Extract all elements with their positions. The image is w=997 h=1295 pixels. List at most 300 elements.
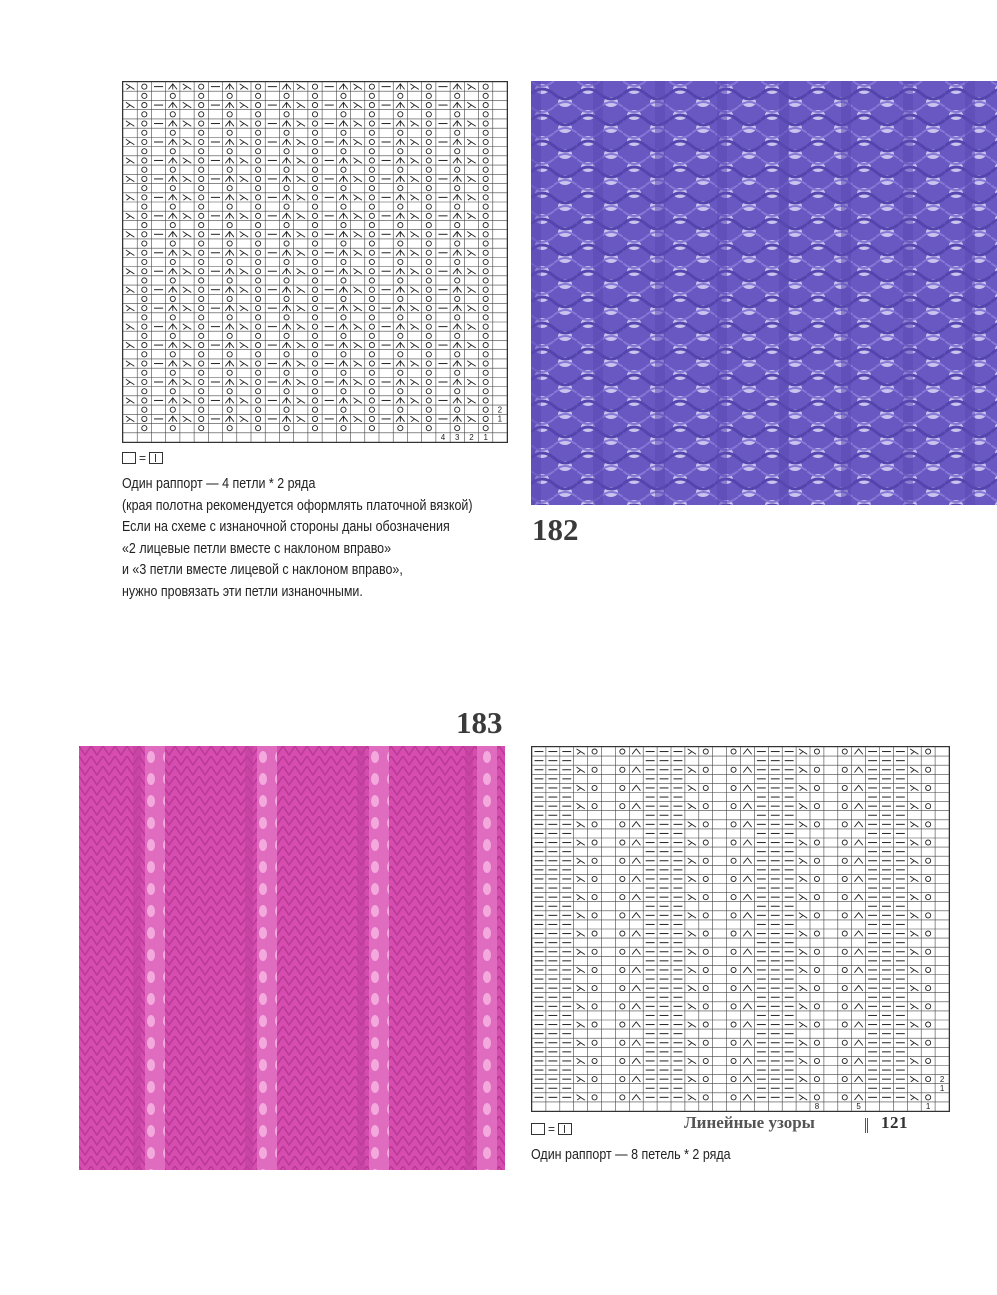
k2tog-symbol xyxy=(854,1022,862,1027)
yarn-over-symbol xyxy=(814,1058,819,1063)
yarn-over-symbol xyxy=(142,250,147,255)
decrease-symbol xyxy=(396,195,405,201)
yarn-over-symbol xyxy=(703,986,708,991)
yarn-over-symbol xyxy=(592,876,597,881)
yarn-over-symbol xyxy=(199,379,204,384)
yarn-over-symbol xyxy=(426,259,431,264)
yarn-over-symbol xyxy=(312,213,317,218)
yarn-over-symbol xyxy=(620,931,625,936)
yarn-over-symbol xyxy=(703,1022,708,1027)
yarn-over-symbol xyxy=(426,416,431,421)
ssk-symbol xyxy=(910,1022,918,1027)
yarn-over-symbol xyxy=(199,222,204,227)
k2tog-symbol xyxy=(854,749,862,754)
yarn-over-symbol xyxy=(142,241,147,246)
yarn-over-symbol xyxy=(341,352,346,357)
yarn-over-symbol xyxy=(199,269,204,274)
decrease-symbol xyxy=(169,342,178,348)
yarn-over-symbol xyxy=(426,342,431,347)
yarn-over-symbol xyxy=(227,149,232,154)
k2tog-symbol xyxy=(632,767,640,772)
ssk-symbol xyxy=(576,803,584,808)
k2tog-symbol xyxy=(632,1076,640,1081)
knitting-chart-182 xyxy=(122,81,508,443)
ssk-symbol xyxy=(410,361,419,367)
knit-stitch-icon xyxy=(558,1123,572,1135)
yarn-over-symbol xyxy=(426,389,431,394)
yarn-over-symbol xyxy=(284,278,289,283)
yarn-over-symbol xyxy=(227,186,232,191)
yarn-over-symbol xyxy=(483,269,488,274)
ssk-symbol xyxy=(576,913,584,918)
k2tog-symbol xyxy=(743,985,751,990)
yarn-over-symbol xyxy=(312,398,317,403)
yarn-over-symbol xyxy=(483,379,488,384)
yarn-over-symbol xyxy=(256,250,261,255)
yarn-over-symbol xyxy=(199,389,204,394)
yarn-over-symbol xyxy=(142,407,147,412)
empty-cell-icon xyxy=(122,452,136,464)
decrease-symbol xyxy=(339,379,348,385)
k2tog-symbol xyxy=(743,949,751,954)
yarn-over-symbol xyxy=(398,389,403,394)
yarn-over-symbol xyxy=(483,93,488,98)
yarn-over-symbol xyxy=(256,213,261,218)
yarn-over-symbol xyxy=(926,876,931,881)
yarn-over-symbol xyxy=(703,949,708,954)
yarn-over-symbol xyxy=(227,315,232,320)
yarn-over-symbol xyxy=(842,858,847,863)
ssk-symbol xyxy=(240,102,249,108)
ssk-symbol xyxy=(240,324,249,330)
yarn-over-symbol xyxy=(483,333,488,338)
yarn-over-symbol xyxy=(814,895,819,900)
ssk-symbol xyxy=(467,268,476,274)
ssk-symbol xyxy=(688,1004,696,1009)
yarn-over-symbol xyxy=(398,222,403,227)
ssk-symbol xyxy=(240,250,249,256)
ssk-symbol xyxy=(126,287,135,293)
yarn-over-symbol xyxy=(814,749,819,754)
yarn-over-symbol xyxy=(369,149,374,154)
decrease-symbol xyxy=(453,121,462,127)
decrease-symbol xyxy=(225,250,234,256)
ssk-symbol xyxy=(910,822,918,827)
yarn-over-symbol xyxy=(369,269,374,274)
ssk-symbol xyxy=(297,305,306,311)
ssk-symbol xyxy=(576,949,584,954)
pattern-182-description xyxy=(122,474,473,603)
yarn-over-symbol xyxy=(842,949,847,954)
knitting-chart-183 xyxy=(531,746,950,1112)
yarn-over-symbol xyxy=(199,186,204,191)
yarn-over-symbol xyxy=(455,389,460,394)
k2tog-symbol xyxy=(854,1058,862,1063)
k2tog-symbol xyxy=(743,1095,751,1100)
ssk-symbol xyxy=(799,967,807,972)
yarn-over-symbol xyxy=(369,361,374,366)
decrease-symbol xyxy=(169,121,178,127)
yarn-over-symbol xyxy=(199,250,204,255)
row-number-label: 1 xyxy=(939,1083,945,1093)
yarn-over-symbol xyxy=(703,1077,708,1082)
yarn-over-symbol xyxy=(426,158,431,163)
ssk-symbol xyxy=(799,985,807,990)
yarn-over-symbol xyxy=(483,296,488,301)
ssk-symbol xyxy=(126,195,135,201)
ssk-symbol xyxy=(410,398,419,404)
ssk-symbol xyxy=(410,195,419,201)
yarn-over-symbol xyxy=(199,139,204,144)
yarn-over-symbol xyxy=(483,287,488,292)
yarn-over-symbol xyxy=(731,895,736,900)
ssk-symbol xyxy=(183,250,192,256)
yarn-over-symbol xyxy=(369,139,374,144)
decrease-symbol xyxy=(225,139,234,145)
yarn-over-symbol xyxy=(284,296,289,301)
decrease-symbol xyxy=(282,342,291,348)
yarn-over-symbol xyxy=(592,967,597,972)
yarn-over-symbol xyxy=(926,1095,931,1100)
decrease-symbol xyxy=(339,232,348,238)
yarn-over-symbol xyxy=(483,149,488,154)
pattern-number-182: 182 xyxy=(532,512,579,547)
decrease-symbol xyxy=(339,324,348,330)
yarn-over-symbol xyxy=(199,158,204,163)
yarn-over-symbol xyxy=(731,1058,736,1063)
decrease-symbol xyxy=(339,398,348,404)
yarn-over-symbol xyxy=(227,296,232,301)
yarn-over-symbol xyxy=(731,913,736,918)
yarn-over-symbol xyxy=(483,315,488,320)
yarn-over-symbol xyxy=(426,167,431,172)
yarn-over-symbol xyxy=(426,195,431,200)
yarn-over-symbol xyxy=(814,767,819,772)
ssk-symbol xyxy=(467,213,476,219)
yarn-over-symbol xyxy=(426,296,431,301)
yarn-over-symbol xyxy=(312,93,317,98)
yarn-over-symbol xyxy=(455,278,460,283)
ssk-symbol xyxy=(799,949,807,954)
ssk-symbol xyxy=(688,913,696,918)
ssk-symbol xyxy=(410,102,419,108)
k2tog-symbol xyxy=(854,822,862,827)
ssk-symbol xyxy=(297,158,306,164)
decrease-symbol xyxy=(169,195,178,201)
ssk-symbol xyxy=(240,379,249,385)
yarn-over-symbol xyxy=(455,315,460,320)
yarn-over-symbol xyxy=(199,102,204,107)
yarn-over-symbol xyxy=(426,269,431,274)
ssk-symbol xyxy=(353,398,362,404)
decrease-symbol xyxy=(282,305,291,311)
yarn-over-symbol xyxy=(842,767,847,772)
k2tog-symbol xyxy=(632,1004,640,1009)
knit-stitch-icon xyxy=(149,452,163,464)
yarn-over-symbol xyxy=(312,296,317,301)
yarn-over-symbol xyxy=(284,167,289,172)
yarn-over-symbol xyxy=(483,352,488,357)
yarn-over-symbol xyxy=(926,1077,931,1082)
yarn-over-symbol xyxy=(369,121,374,126)
yarn-over-symbol xyxy=(926,967,931,972)
ssk-symbol xyxy=(410,342,419,348)
k2tog-symbol xyxy=(632,1040,640,1045)
decrease-symbol xyxy=(396,232,405,238)
yarn-over-symbol xyxy=(341,333,346,338)
yarn-over-symbol xyxy=(256,121,261,126)
k2tog-symbol xyxy=(743,1058,751,1063)
row-number-label: 1 xyxy=(497,414,503,424)
yarn-over-symbol xyxy=(256,222,261,227)
ssk-symbol xyxy=(688,785,696,790)
yarn-over-symbol xyxy=(142,269,147,274)
pattern-number-183: 183 xyxy=(456,705,503,740)
yarn-over-symbol xyxy=(483,112,488,117)
ssk-symbol xyxy=(126,324,135,330)
yarn-over-symbol xyxy=(256,158,261,163)
yarn-over-symbol xyxy=(341,389,346,394)
yarn-over-symbol xyxy=(455,167,460,172)
yarn-over-symbol xyxy=(256,398,261,403)
yarn-over-symbol xyxy=(592,1040,597,1045)
decrease-symbol xyxy=(225,379,234,385)
yarn-over-symbol xyxy=(426,130,431,135)
ssk-symbol xyxy=(576,858,584,863)
k2tog-symbol xyxy=(854,1004,862,1009)
yarn-over-symbol xyxy=(620,1058,625,1063)
yarn-over-symbol xyxy=(369,102,374,107)
yarn-over-symbol xyxy=(369,278,374,283)
yarn-over-symbol xyxy=(284,315,289,320)
yarn-over-symbol xyxy=(926,822,931,827)
k2tog-symbol xyxy=(632,931,640,936)
yarn-over-symbol xyxy=(455,186,460,191)
decrease-symbol xyxy=(225,342,234,348)
ssk-symbol xyxy=(183,213,192,219)
stitch-number-label: 1 xyxy=(483,433,488,442)
yarn-over-symbol xyxy=(199,352,204,357)
decrease-symbol xyxy=(225,268,234,274)
decrease-symbol xyxy=(282,84,291,90)
chart-183-grid xyxy=(532,747,949,1111)
decrease-symbol xyxy=(225,121,234,127)
stitch-number-label: 2 xyxy=(469,433,474,442)
yarn-over-symbol xyxy=(398,259,403,264)
yarn-over-symbol xyxy=(142,158,147,163)
yarn-over-symbol xyxy=(426,176,431,181)
yarn-over-symbol xyxy=(483,426,488,431)
yarn-over-symbol xyxy=(312,232,317,237)
k2tog-symbol xyxy=(854,985,862,990)
ssk-symbol xyxy=(688,1095,696,1100)
yarn-over-symbol xyxy=(369,195,374,200)
yarn-over-symbol xyxy=(312,176,317,181)
ssk-symbol xyxy=(240,287,249,293)
yarn-over-symbol xyxy=(341,241,346,246)
yarn-over-symbol xyxy=(256,287,261,292)
ssk-symbol xyxy=(910,949,918,954)
yarn-over-symbol xyxy=(483,121,488,126)
yarn-over-symbol xyxy=(142,213,147,218)
k2tog-symbol xyxy=(743,1076,751,1081)
yarn-over-symbol xyxy=(227,407,232,412)
yarn-over-symbol xyxy=(199,195,204,200)
yarn-over-symbol xyxy=(620,1040,625,1045)
yarn-over-symbol xyxy=(926,895,931,900)
ssk-symbol xyxy=(688,840,696,845)
yarn-over-symbol xyxy=(142,186,147,191)
yarn-over-symbol xyxy=(455,130,460,135)
yarn-over-symbol xyxy=(227,370,232,375)
ssk-symbol xyxy=(297,287,306,293)
yarn-over-symbol xyxy=(199,287,204,292)
yarn-over-symbol xyxy=(142,296,147,301)
ssk-symbol xyxy=(183,416,192,422)
ssk-symbol xyxy=(126,121,135,127)
decrease-symbol xyxy=(282,232,291,238)
yarn-over-symbol xyxy=(312,416,317,421)
decrease-symbol xyxy=(339,195,348,201)
decrease-symbol xyxy=(453,139,462,145)
decrease-symbol xyxy=(396,84,405,90)
k2tog-symbol xyxy=(743,749,751,754)
k2tog-symbol xyxy=(632,1058,640,1063)
yarn-over-symbol xyxy=(256,389,261,394)
ssk-symbol xyxy=(353,287,362,293)
yarn-over-symbol xyxy=(142,379,147,384)
k2tog-symbol xyxy=(743,913,751,918)
yarn-over-symbol xyxy=(814,913,819,918)
yarn-over-symbol xyxy=(842,913,847,918)
decrease-symbol xyxy=(225,232,234,238)
ssk-symbol xyxy=(183,121,192,127)
yarn-over-symbol xyxy=(312,121,317,126)
yarn-over-symbol xyxy=(312,315,317,320)
ssk-symbol xyxy=(353,232,362,238)
chart-legend-182 xyxy=(122,452,163,464)
ssk-symbol xyxy=(183,102,192,108)
ssk-symbol xyxy=(467,342,476,348)
yarn-over-symbol xyxy=(284,112,289,117)
k2tog-symbol xyxy=(632,1095,640,1100)
yarn-over-symbol xyxy=(199,213,204,218)
decrease-symbol xyxy=(169,268,178,274)
yarn-over-symbol xyxy=(199,232,204,237)
yarn-over-symbol xyxy=(426,241,431,246)
ssk-symbol xyxy=(910,1095,918,1100)
yarn-over-symbol xyxy=(483,361,488,366)
yarn-over-symbol xyxy=(199,361,204,366)
ssk-symbol xyxy=(297,416,306,422)
ssk-symbol xyxy=(183,176,192,182)
yarn-over-symbol xyxy=(926,1004,931,1009)
ssk-symbol xyxy=(183,398,192,404)
yarn-over-symbol xyxy=(814,785,819,790)
decrease-symbol xyxy=(169,102,178,108)
ssk-symbol xyxy=(297,213,306,219)
yarn-over-symbol xyxy=(312,130,317,135)
yarn-over-symbol xyxy=(341,426,346,431)
yarn-over-symbol xyxy=(256,112,261,117)
ssk-symbol xyxy=(240,213,249,219)
yarn-over-symbol xyxy=(341,130,346,135)
yarn-over-symbol xyxy=(926,858,931,863)
k2tog-symbol xyxy=(743,1040,751,1045)
decrease-symbol xyxy=(453,342,462,348)
decrease-symbol xyxy=(169,176,178,182)
k2tog-symbol xyxy=(743,1022,751,1027)
ssk-symbol xyxy=(910,749,918,754)
ssk-symbol xyxy=(240,342,249,348)
ssk-symbol xyxy=(576,1004,584,1009)
ssk-symbol xyxy=(910,785,918,790)
yarn-over-symbol xyxy=(483,306,488,311)
ssk-symbol xyxy=(467,176,476,182)
decrease-symbol xyxy=(339,268,348,274)
yarn-over-symbol xyxy=(731,1022,736,1027)
ssk-symbol xyxy=(353,379,362,385)
yarn-over-symbol xyxy=(369,306,374,311)
yarn-over-symbol xyxy=(483,204,488,209)
yarn-over-symbol xyxy=(199,342,204,347)
yarn-over-symbol xyxy=(142,121,147,126)
ssk-symbol xyxy=(688,749,696,754)
decrease-symbol xyxy=(339,305,348,311)
yarn-over-symbol xyxy=(369,158,374,163)
ssk-symbol xyxy=(183,305,192,311)
k2tog-symbol xyxy=(743,840,751,845)
decrease-symbol xyxy=(225,102,234,108)
yarn-over-symbol xyxy=(842,986,847,991)
yarn-over-symbol xyxy=(312,269,317,274)
yarn-over-symbol xyxy=(455,93,460,98)
yarn-over-symbol xyxy=(842,1022,847,1027)
k2tog-symbol xyxy=(854,858,862,863)
decrease-symbol xyxy=(282,102,291,108)
k2tog-symbol xyxy=(854,1095,862,1100)
yarn-over-symbol xyxy=(483,241,488,246)
yarn-over-symbol xyxy=(842,1040,847,1045)
chart-182-grid xyxy=(123,82,507,442)
yarn-over-symbol xyxy=(312,407,317,412)
k2tog-symbol xyxy=(632,894,640,899)
page-number: 121 xyxy=(881,1113,908,1132)
yarn-over-symbol xyxy=(284,407,289,412)
yarn-over-symbol xyxy=(284,149,289,154)
ssk-symbol xyxy=(576,767,584,772)
k2tog-symbol xyxy=(854,967,862,972)
yarn-over-symbol xyxy=(199,204,204,209)
ssk-symbol xyxy=(688,822,696,827)
yarn-over-symbol xyxy=(926,785,931,790)
yarn-over-symbol xyxy=(227,130,232,135)
yarn-over-symbol xyxy=(142,306,147,311)
k2tog-symbol xyxy=(632,822,640,827)
ssk-symbol xyxy=(126,139,135,145)
yarn-over-symbol xyxy=(483,324,488,329)
ssk-symbol xyxy=(688,931,696,936)
yarn-over-symbol xyxy=(170,426,175,431)
decrease-symbol xyxy=(339,416,348,422)
ssk-symbol xyxy=(410,176,419,182)
yarn-over-symbol xyxy=(455,241,460,246)
yarn-over-symbol xyxy=(142,333,147,338)
ssk-symbol xyxy=(688,1040,696,1045)
decrease-symbol xyxy=(169,232,178,238)
decrease-symbol xyxy=(453,213,462,219)
yarn-over-symbol xyxy=(592,858,597,863)
